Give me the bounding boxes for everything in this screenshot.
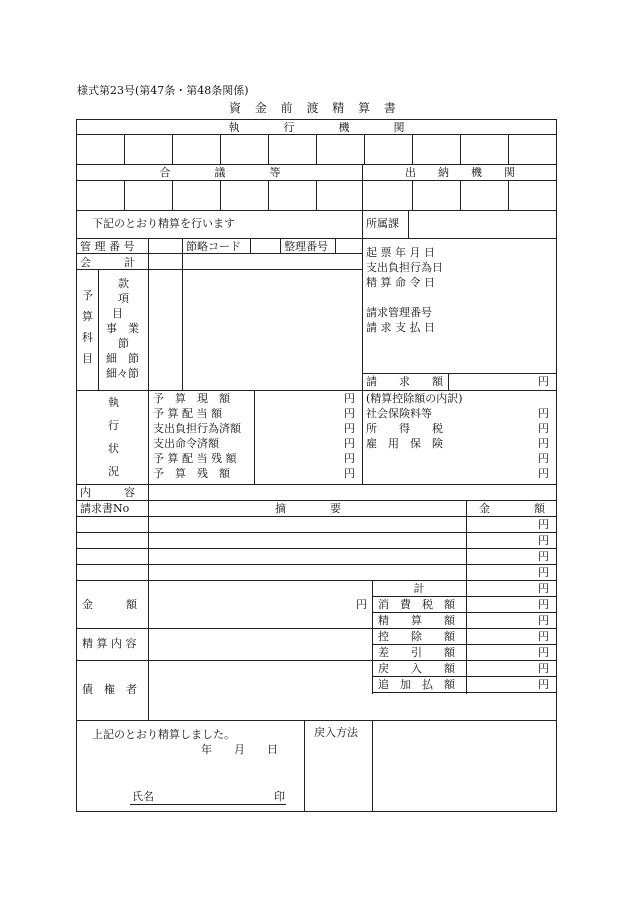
line	[124, 134, 125, 164]
deduction-header: (精算控除額の内訳)	[366, 392, 463, 405]
line	[372, 720, 373, 812]
budget-item-jigyo: 事 業	[106, 322, 139, 335]
ded-yen-1: 円	[538, 422, 549, 435]
line	[172, 180, 173, 210]
line	[182, 238, 183, 253]
summary-header: 摘 要	[275, 502, 341, 515]
date-order: 精 算 命 令 日	[366, 276, 435, 289]
line	[280, 238, 281, 253]
line	[372, 692, 557, 693]
sum-yen-3: 円	[538, 630, 549, 643]
exec-row-3: 支出命令済額	[153, 437, 219, 450]
name-label: 氏名	[132, 790, 154, 803]
amount-header: 金 額	[479, 502, 545, 515]
ded-yen-0: 円	[538, 407, 549, 420]
executing-agency-header: 執 行 機 関	[228, 121, 405, 134]
budget-v-0: 予	[82, 289, 93, 302]
detail-yen-3: 円	[538, 566, 549, 579]
exec-yen-2: 円	[344, 422, 355, 435]
sum-yen-4: 円	[538, 646, 549, 659]
line	[76, 720, 557, 721]
line	[76, 164, 557, 165]
exec-yen-1: 円	[344, 407, 355, 420]
refund-method-label: 戻入方法	[314, 726, 358, 739]
date-draft: 起 票 年 月 日	[366, 246, 435, 259]
line	[448, 373, 449, 390]
line	[408, 210, 409, 238]
account-label: 会 計	[80, 256, 135, 269]
line	[316, 134, 317, 164]
exec-v-2: 状	[108, 442, 119, 455]
line	[364, 134, 365, 164]
claim-mgmt-label: 請求管理番号	[366, 306, 432, 319]
ded-yen-3: 円	[538, 452, 549, 465]
form-number: 様式第23号(第47条・第48条関係)	[77, 84, 249, 97]
creditor-label: 債 権 者	[82, 683, 137, 696]
claim-no-header: 請求書No	[80, 502, 130, 515]
exec-row-2: 支出負担行為済額	[153, 422, 241, 435]
line	[76, 532, 557, 533]
claim-amount-label: 請 求 額	[366, 375, 443, 388]
department-label: 所属課	[366, 217, 399, 230]
amount-label: 金 額	[82, 598, 137, 611]
line	[412, 134, 413, 164]
settled-text: 上記のとおり精算しました。	[92, 728, 235, 741]
settled-date: 年 月 日	[201, 743, 278, 756]
line	[172, 134, 173, 164]
council-header: 合 議 等	[159, 166, 281, 179]
exec-yen-3: 円	[344, 437, 355, 450]
line	[304, 720, 305, 812]
document-title: 資 金 前 渡 精 算 書	[229, 101, 401, 115]
sum-yen-5: 円	[538, 662, 549, 675]
sum-yen-0: 円	[538, 582, 549, 595]
sum-3: 控 除 額	[378, 630, 455, 643]
budget-item-saisetsu: 細 節	[106, 352, 139, 365]
exec-v-0: 執	[108, 396, 119, 409]
line	[98, 269, 99, 390]
sum-yen-1: 円	[538, 598, 549, 611]
line	[362, 164, 363, 210]
line	[130, 804, 286, 805]
line	[124, 180, 125, 210]
sum-1: 消 費 税 額	[378, 598, 455, 611]
sum-yen-6: 円	[538, 678, 549, 691]
budget-v-1: 算	[82, 310, 93, 323]
line	[254, 390, 255, 484]
sum-5: 戻 入 額	[378, 662, 455, 675]
mgmt-no-label: 管 理 番 号	[80, 240, 135, 253]
budget-item-saisaisetsu: 細々節	[106, 367, 139, 380]
detail-yen-0: 円	[538, 518, 549, 531]
deduction-0: 社会保険料等	[366, 407, 432, 420]
line	[372, 596, 557, 597]
sum-yen-2: 円	[538, 614, 549, 627]
line	[148, 484, 149, 500]
line	[148, 253, 149, 390]
line	[148, 500, 149, 580]
line	[372, 644, 557, 645]
exec-yen-5: 円	[344, 467, 355, 480]
line	[362, 390, 363, 484]
exec-row-0: 予 算 現 額	[153, 392, 230, 405]
settle-notice: 下記のとおり精算を行います	[92, 217, 235, 230]
budget-item-kou: 項	[118, 292, 129, 305]
line	[76, 210, 557, 211]
exec-yen-4: 円	[344, 452, 355, 465]
exec-row-1: 予 算 配 当 額	[153, 407, 222, 420]
deduction-1: 所 得 税	[366, 422, 443, 435]
date-commit: 支出負担行為日	[366, 261, 443, 274]
line	[460, 180, 461, 210]
line	[362, 210, 363, 390]
line	[148, 238, 149, 253]
line	[372, 676, 557, 677]
sum-6: 追 加 払 額	[378, 678, 455, 691]
ref-no-label: 整理番号	[284, 240, 328, 253]
line	[76, 253, 362, 254]
budget-v-3: 目	[82, 352, 93, 365]
line	[335, 238, 336, 253]
line	[466, 500, 467, 694]
exec-row-4: 予 算 配 当 残 額	[153, 452, 237, 465]
detail-yen-1: 円	[538, 534, 549, 547]
line	[372, 612, 557, 613]
line	[76, 269, 362, 270]
line	[148, 580, 149, 720]
content-label: 内 容	[80, 486, 135, 499]
claim-amount-yen: 円	[538, 375, 549, 388]
exec-v-3: 況	[108, 465, 119, 478]
exec-row-5: 予 算 残 額	[153, 467, 230, 480]
code-label: 節略コード	[186, 240, 241, 253]
budget-item-moku: 目	[112, 307, 123, 320]
deduction-2: 雇 用 保 険	[366, 437, 443, 450]
budget-item-kan: 款	[118, 277, 129, 290]
line	[268, 134, 269, 164]
line	[508, 134, 509, 164]
ded-yen-2: 円	[538, 437, 549, 450]
ded-yen-4: 円	[538, 467, 549, 480]
line	[362, 373, 557, 374]
sum-4: 差 引 額	[378, 646, 455, 659]
settle-content-label: 精 算 内 容	[82, 637, 137, 650]
line	[182, 253, 183, 390]
line	[76, 564, 557, 565]
budget-v-2: 科	[82, 331, 93, 344]
line	[316, 180, 317, 210]
detail-yen-2: 円	[538, 550, 549, 563]
line	[220, 134, 221, 164]
sum-0: 計	[413, 582, 425, 595]
exec-v-1: 行	[108, 419, 119, 432]
line	[220, 180, 221, 210]
sum-2: 精 算 額	[378, 614, 455, 627]
line	[412, 180, 413, 210]
line	[268, 180, 269, 210]
exec-yen-0: 円	[344, 392, 355, 405]
claim-pay-label: 請 求 支 払 日	[366, 321, 435, 334]
line	[250, 238, 251, 253]
line	[148, 390, 149, 484]
budget-item-setsu: 節	[118, 337, 129, 350]
amount-yen: 円	[356, 598, 367, 611]
line	[508, 180, 509, 210]
treasury-header: 出 納 機 関	[405, 166, 515, 179]
line	[460, 134, 461, 164]
line	[76, 548, 557, 549]
seal-mark: 印	[274, 790, 285, 803]
